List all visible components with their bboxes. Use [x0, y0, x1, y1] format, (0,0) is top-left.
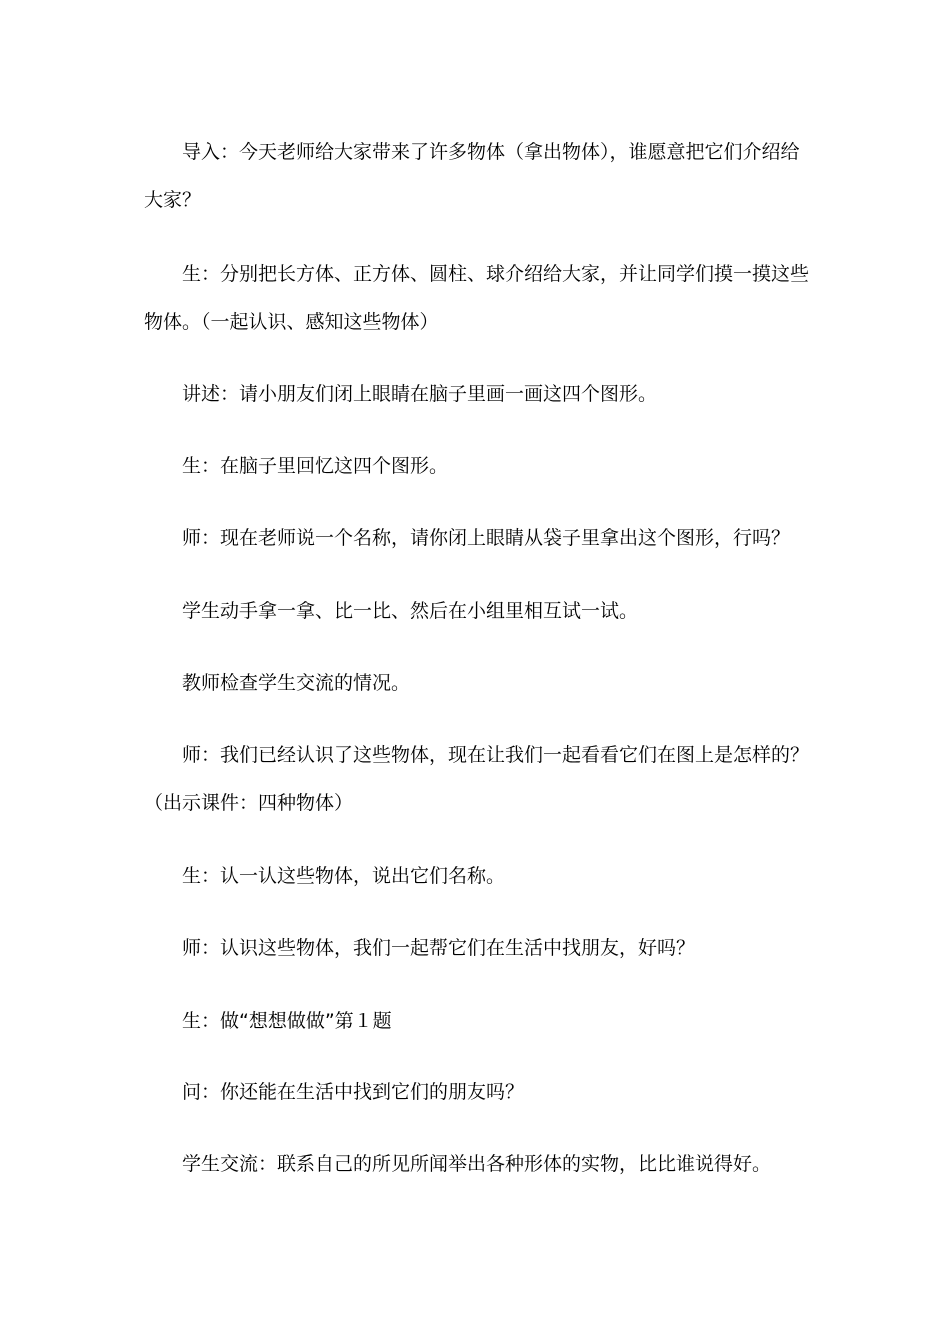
paragraph-student-exchange: 学生交流：联系自己的所见所闻举出各种形体的实物，比比谁说得好。 [182, 1153, 772, 1175]
paragraph-teacher-bag: 师：现在老师说一个名称，请你闭上眼睛从袋子里拿出这个图形，行吗？ [182, 527, 791, 549]
paragraph-intro: 导入：今天老师给大家带来了许多物体（拿出物体），谁愿意把它们介绍给大家？ [144, 141, 800, 211]
paragraph-student-introduce: 生：分别把长方体、正方体、圆柱、球介绍给大家，并让同学们摸一摸这些物体。（一起认识、感知这些物体） [144, 263, 810, 333]
paragraph-question: 问：你还能在生活中找到它们的朋友吗？ [182, 1081, 525, 1103]
paragraph-student-recall: 生：在脑子里回忆这四个图形。 [182, 455, 449, 477]
paragraph-hands-on: 学生动手拿一拿、比一比、然后在小组里相互试一试。 [182, 600, 639, 622]
paragraph-student-exercise: 生：做“想想做做”第１题 [182, 1010, 392, 1032]
paragraph-teacher-friends: 师：认识这些物体，我们一起帮它们在生活中找朋友，好吗？ [182, 937, 696, 959]
paragraph-teacher-check: 教师检查学生交流的情况。 [182, 672, 411, 694]
paragraph-teacher-picture: 师：我们已经认识了这些物体，现在让我们一起看看它们在图上是怎样的？（出示课件：四种物体） [144, 744, 810, 814]
paragraph-student-name: 生：认一认这些物体，说出它们名称。 [182, 865, 506, 887]
paragraph-narration: 讲述：请小朋友们闭上眼睛在脑子里画一画这四个图形。 [182, 383, 658, 405]
